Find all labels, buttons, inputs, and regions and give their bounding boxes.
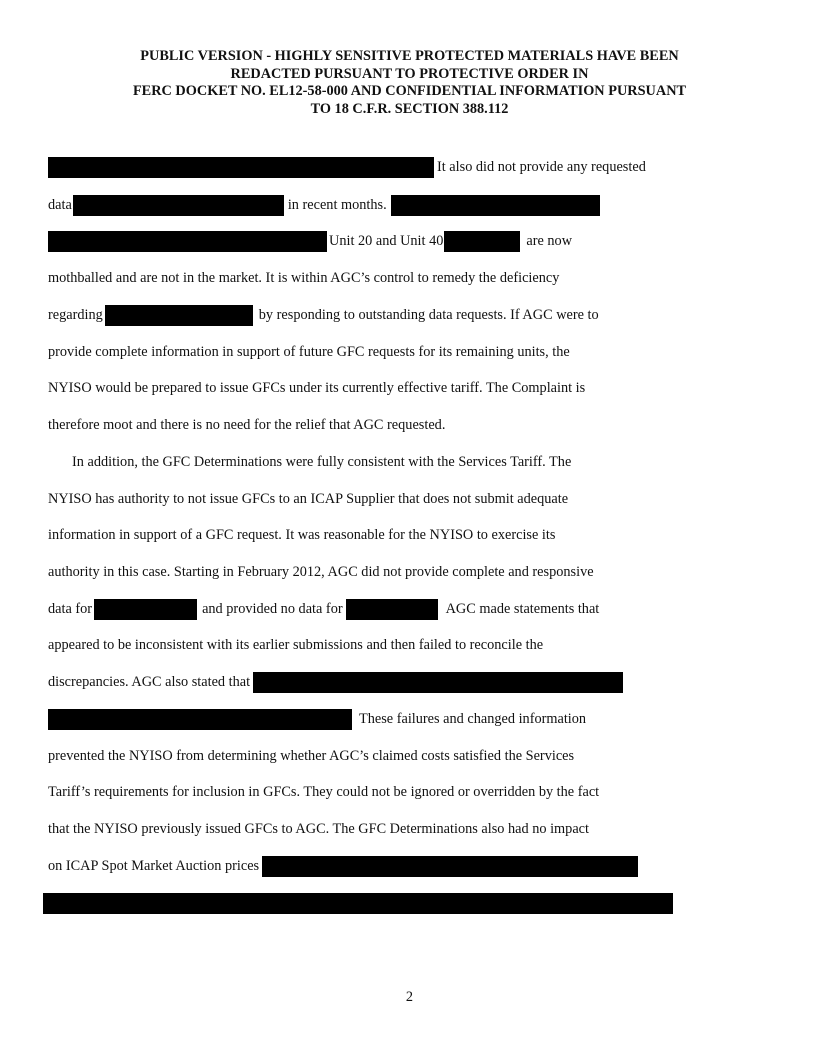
body-line-8: therefore moot and there is no need for the relief that AGC requested. bbox=[48, 417, 446, 433]
body-line-6: provide complete information in support of future GFC requests for its remaining units, the bbox=[48, 344, 570, 360]
body-line-4: mothballed and are not in the market. It is within AGC’s control to remedy the deficiency bbox=[48, 270, 560, 286]
page-number: 2 bbox=[405, 989, 414, 1005]
header-line-2: REDACTED PURSUANT TO PROTECTIVE ORDER IN bbox=[230, 65, 589, 82]
redaction-box bbox=[43, 893, 673, 914]
body-line-13: data for and provided no data for AGC made statements that bbox=[48, 598, 599, 620]
redaction-box bbox=[262, 856, 638, 877]
body-line-3: Unit 20 and Unit 40 are now bbox=[48, 230, 572, 252]
body-line-18: Tariff’s requirements for inclusion in GFCs. They could not be ignored or overridden by the fact bbox=[48, 784, 600, 800]
redaction-box bbox=[73, 195, 284, 216]
body-line-21 bbox=[43, 892, 673, 914]
body-line-7: NYISO would be prepared to issue GFCs under its currently effective tariff. The Complaint is bbox=[48, 380, 586, 396]
body-line-2: data in recent months. bbox=[48, 194, 600, 216]
body-line-14: appeared to be inconsistent with its earlier submissions and then failed to reconcile the bbox=[48, 637, 544, 653]
header-line-4: TO 18 C.F.R. SECTION 388.112 bbox=[310, 100, 509, 117]
redaction-box bbox=[48, 231, 327, 252]
body-line-12: authority in this case. Starting in February 2012, AGC did not provide complete and responsive bbox=[48, 564, 594, 580]
body-line-11: information in support of a GFC request. It was reasonable for the NYISO to exercise its bbox=[48, 527, 556, 543]
body-line-9: In addition, the GFC Determinations were fully consistent with the Services Tariff. The bbox=[72, 454, 572, 470]
header-line-1: PUBLIC VERSION - HIGHLY SENSITIVE PROTECTED MATERIALS HAVE BEEN bbox=[140, 48, 679, 64]
body-line-5: regarding by responding to outstanding data requests. If AGC were to bbox=[48, 304, 599, 326]
redaction-box bbox=[105, 305, 253, 326]
body-line-16: These failures and changed information bbox=[48, 708, 586, 730]
body-line-15: discrepancies. AGC also stated that bbox=[48, 671, 623, 693]
header-line-3: FERC DOCKET NO. EL12-58-000 AND CONFIDENTIAL INFORMATION PURSUANT bbox=[132, 83, 687, 99]
redaction-box bbox=[444, 231, 520, 252]
redaction-box bbox=[48, 157, 434, 178]
redaction-box bbox=[253, 672, 623, 693]
body-line-10: NYISO has authority to not issue GFCs to an ICAP Supplier that does not submit adequate bbox=[48, 491, 569, 507]
body-line-17: prevented the NYISO from determining whether AGC’s claimed costs satisfied the Services bbox=[48, 748, 575, 764]
redaction-box bbox=[391, 195, 600, 216]
document-header bbox=[40, 48, 779, 118]
body-line-19: that the NYISO previously issued GFCs to AGC. The GFC Determinations also had no impact bbox=[48, 821, 589, 837]
redaction-box bbox=[48, 709, 352, 730]
redaction-box bbox=[94, 599, 197, 620]
redaction-box bbox=[346, 599, 438, 620]
body-line-1: It also did not provide any requested bbox=[48, 156, 646, 178]
body-line-20: on ICAP Spot Market Auction prices bbox=[48, 855, 638, 877]
